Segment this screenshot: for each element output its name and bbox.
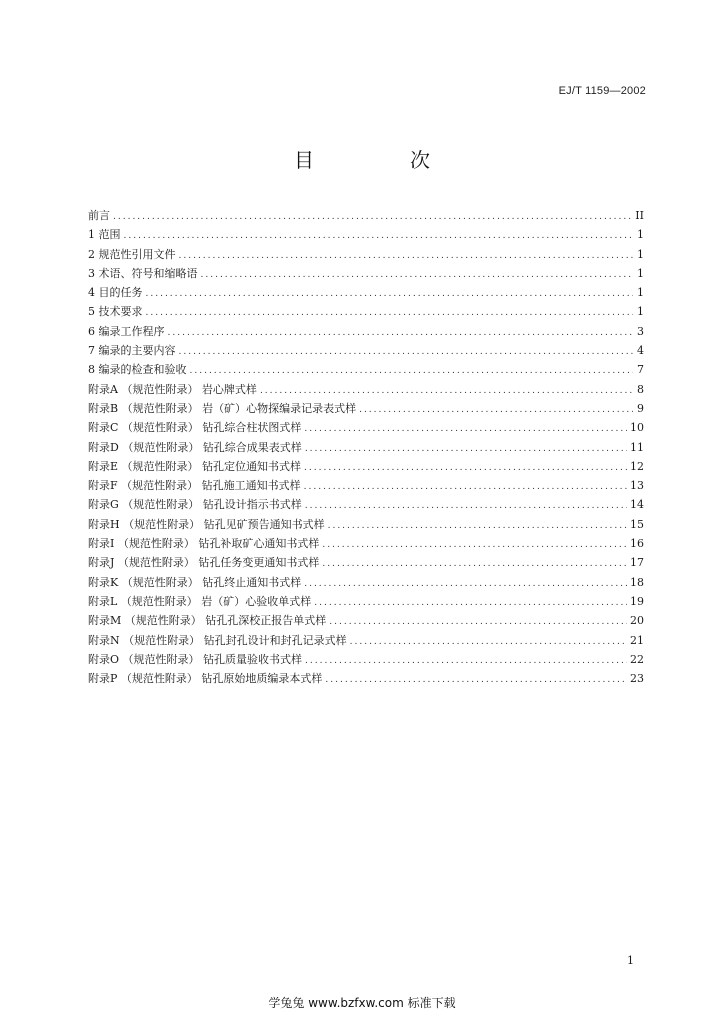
- toc-entry-label: 附录O （规范性附录） 钻孔质量验收书式样: [88, 652, 303, 666]
- toc-entry-page: 8: [637, 382, 644, 396]
- toc-entry[interactable]: [88, 534, 644, 553]
- toc-leader-dots: [350, 633, 627, 652]
- toc-entry-label: 附录J （规范性附录） 钻孔任务变更通知书式样: [88, 556, 320, 570]
- toc-leader-dots: [146, 285, 634, 304]
- toc-entry-page: 14: [630, 498, 644, 512]
- toc-entry[interactable]: [88, 322, 644, 341]
- toc-entry[interactable]: [88, 283, 644, 302]
- toc-leader-dots: [359, 401, 633, 420]
- toc-entry-label: 附录G （规范性附录） 钻孔设计指示书式样: [88, 498, 302, 512]
- toc-leader-dots: [328, 517, 627, 536]
- toc-entry-label: 3 术语、符号和缩略语: [88, 266, 198, 280]
- toc-entry-page: 13: [630, 479, 644, 493]
- toc-entry-page: 4: [637, 344, 644, 358]
- toc-entry[interactable]: [88, 515, 644, 534]
- toc-leader-dots: [305, 497, 627, 516]
- toc-entry-label: 附录N （规范性附录） 钻孔封孔设计和封孔记录式样: [88, 633, 347, 647]
- toc-entry-label: 7 编录的主要内容: [88, 344, 176, 358]
- toc-entry[interactable]: [88, 206, 644, 225]
- toc-entry-label: 附录B （规范性附录） 岩（矿）心物探编录记录表式样: [88, 401, 357, 415]
- toc-entry-page: 17: [630, 556, 644, 570]
- toc-entry[interactable]: [88, 418, 644, 437]
- toc-entry[interactable]: [88, 573, 644, 592]
- toc-entry-page: 18: [630, 575, 644, 589]
- toc-entry-page: 20: [630, 614, 644, 628]
- toc-entry[interactable]: [88, 341, 644, 360]
- toc-entry-label: 附录L （规范性附录） 岩（矿）心验收单式样: [88, 594, 312, 608]
- toc-entry-label: 附录K （规范性附录） 钻孔终止通知书式样: [88, 575, 302, 589]
- page-number: 1: [627, 954, 634, 967]
- toc-entry[interactable]: [88, 245, 644, 264]
- toc-entry-page: 7: [637, 363, 644, 377]
- toc-entry[interactable]: [88, 592, 644, 611]
- toc-entry[interactable]: [88, 495, 644, 514]
- toc-entry-label: 6 编录工作程序: [88, 324, 165, 338]
- toc-entry-label: 1 范围: [88, 228, 121, 242]
- toc-entry-label: 附录P （规范性附录） 钻孔原始地质编录本式样: [88, 672, 323, 686]
- toc-leader-dots: [304, 420, 627, 439]
- toc-entry[interactable]: [88, 611, 644, 630]
- toc-entry[interactable]: [88, 380, 644, 399]
- toc-entry-page: 12: [630, 459, 644, 473]
- toc-leader-dots: [124, 227, 634, 246]
- toc-leader-dots: [305, 440, 627, 459]
- toc-entry-page: 1: [637, 247, 644, 261]
- toc-entry-label: 附录A （规范性附录） 岩心牌式样: [88, 382, 257, 396]
- toc-leader-dots: [305, 652, 627, 671]
- toc-entry-page: 23: [630, 672, 644, 686]
- toc-entry-label: 附录C （规范性附录） 钻孔综合柱状图式样: [88, 421, 302, 435]
- standard-code: EJ/T 1159—2002: [558, 85, 646, 97]
- toc-entry-page: 15: [630, 517, 644, 531]
- toc-entry-label: 5 技术要求: [88, 305, 143, 319]
- toc-leader-dots: [168, 324, 634, 343]
- toc-entry[interactable]: [88, 650, 644, 669]
- toc-entry-label: 附录E （规范性附录） 钻孔定位通知书式样: [88, 459, 302, 473]
- toc-entry-page: 1: [637, 266, 644, 280]
- toc-leader-dots: [322, 555, 627, 574]
- toc-entry[interactable]: [88, 360, 644, 379]
- toc-leader-dots: [325, 671, 627, 690]
- toc-entry-page: 21: [630, 633, 644, 647]
- toc-leader-dots: [304, 478, 627, 497]
- toc-entry[interactable]: [88, 438, 644, 457]
- toc-leader-dots: [146, 304, 634, 323]
- toc-entry[interactable]: [88, 631, 644, 650]
- toc-entry-label: 附录H （规范性附录） 钻孔见矿预告通知书式样: [88, 517, 325, 531]
- toc-entry-label: 附录D （规范性附录） 钻孔综合成果表式样: [88, 440, 302, 454]
- toc-leader-dots: [304, 575, 627, 594]
- toc-entry[interactable]: [88, 225, 644, 244]
- toc-entry-page: 16: [630, 537, 644, 551]
- toc-entry-page: II: [635, 209, 644, 222]
- toc-entry[interactable]: [88, 264, 644, 283]
- toc-leader-dots: [304, 459, 627, 478]
- toc-entry-label: 附录I （规范性附录） 钻孔补取矿心通知书式样: [88, 537, 320, 551]
- toc-leader-dots: [179, 343, 634, 362]
- toc-entry-page: 22: [630, 652, 644, 666]
- table-of-contents: [88, 206, 644, 688]
- toc-leader-dots: [179, 247, 634, 266]
- page-title: 目 次: [294, 148, 468, 172]
- toc-entry-label: 附录M （规范性附录） 钻孔孔深校正报告单式样: [88, 614, 327, 628]
- toc-leader-dots: [113, 208, 632, 227]
- toc-entry-label: 附录F （规范性附录） 钻孔施工通知书式样: [88, 479, 301, 493]
- toc-entry-page: 1: [637, 286, 644, 300]
- toc-entry-label: 前言: [88, 209, 110, 222]
- toc-entry[interactable]: [88, 553, 644, 572]
- toc-entry[interactable]: [88, 669, 644, 688]
- footer-watermark-text: 学兔兔 www.bzfxw.com 标准下载: [268, 996, 456, 1010]
- toc-entry[interactable]: [88, 457, 644, 476]
- toc-leader-dots: [322, 536, 627, 555]
- toc-entry-label: 4 目的任务: [88, 286, 143, 300]
- toc-entry-page: 3: [637, 324, 644, 338]
- toc-leader-dots: [201, 266, 634, 285]
- toc-entry-page: 1: [637, 228, 644, 242]
- toc-leader-dots: [314, 594, 627, 613]
- toc-entry-label: 8 编录的检查和验收: [88, 363, 187, 377]
- toc-entry-page: 11: [630, 440, 644, 454]
- toc-entry-page: 19: [630, 594, 644, 608]
- toc-entry[interactable]: [88, 302, 644, 321]
- toc-entry[interactable]: [88, 399, 644, 418]
- toc-leader-dots: [329, 613, 627, 632]
- toc-entry-label: 2 规范性引用文件: [88, 247, 176, 261]
- toc-entry-page: 9: [637, 401, 644, 415]
- toc-entry-page: 1: [637, 305, 644, 319]
- toc-entry-page: 10: [630, 421, 644, 435]
- toc-entry[interactable]: [88, 476, 644, 495]
